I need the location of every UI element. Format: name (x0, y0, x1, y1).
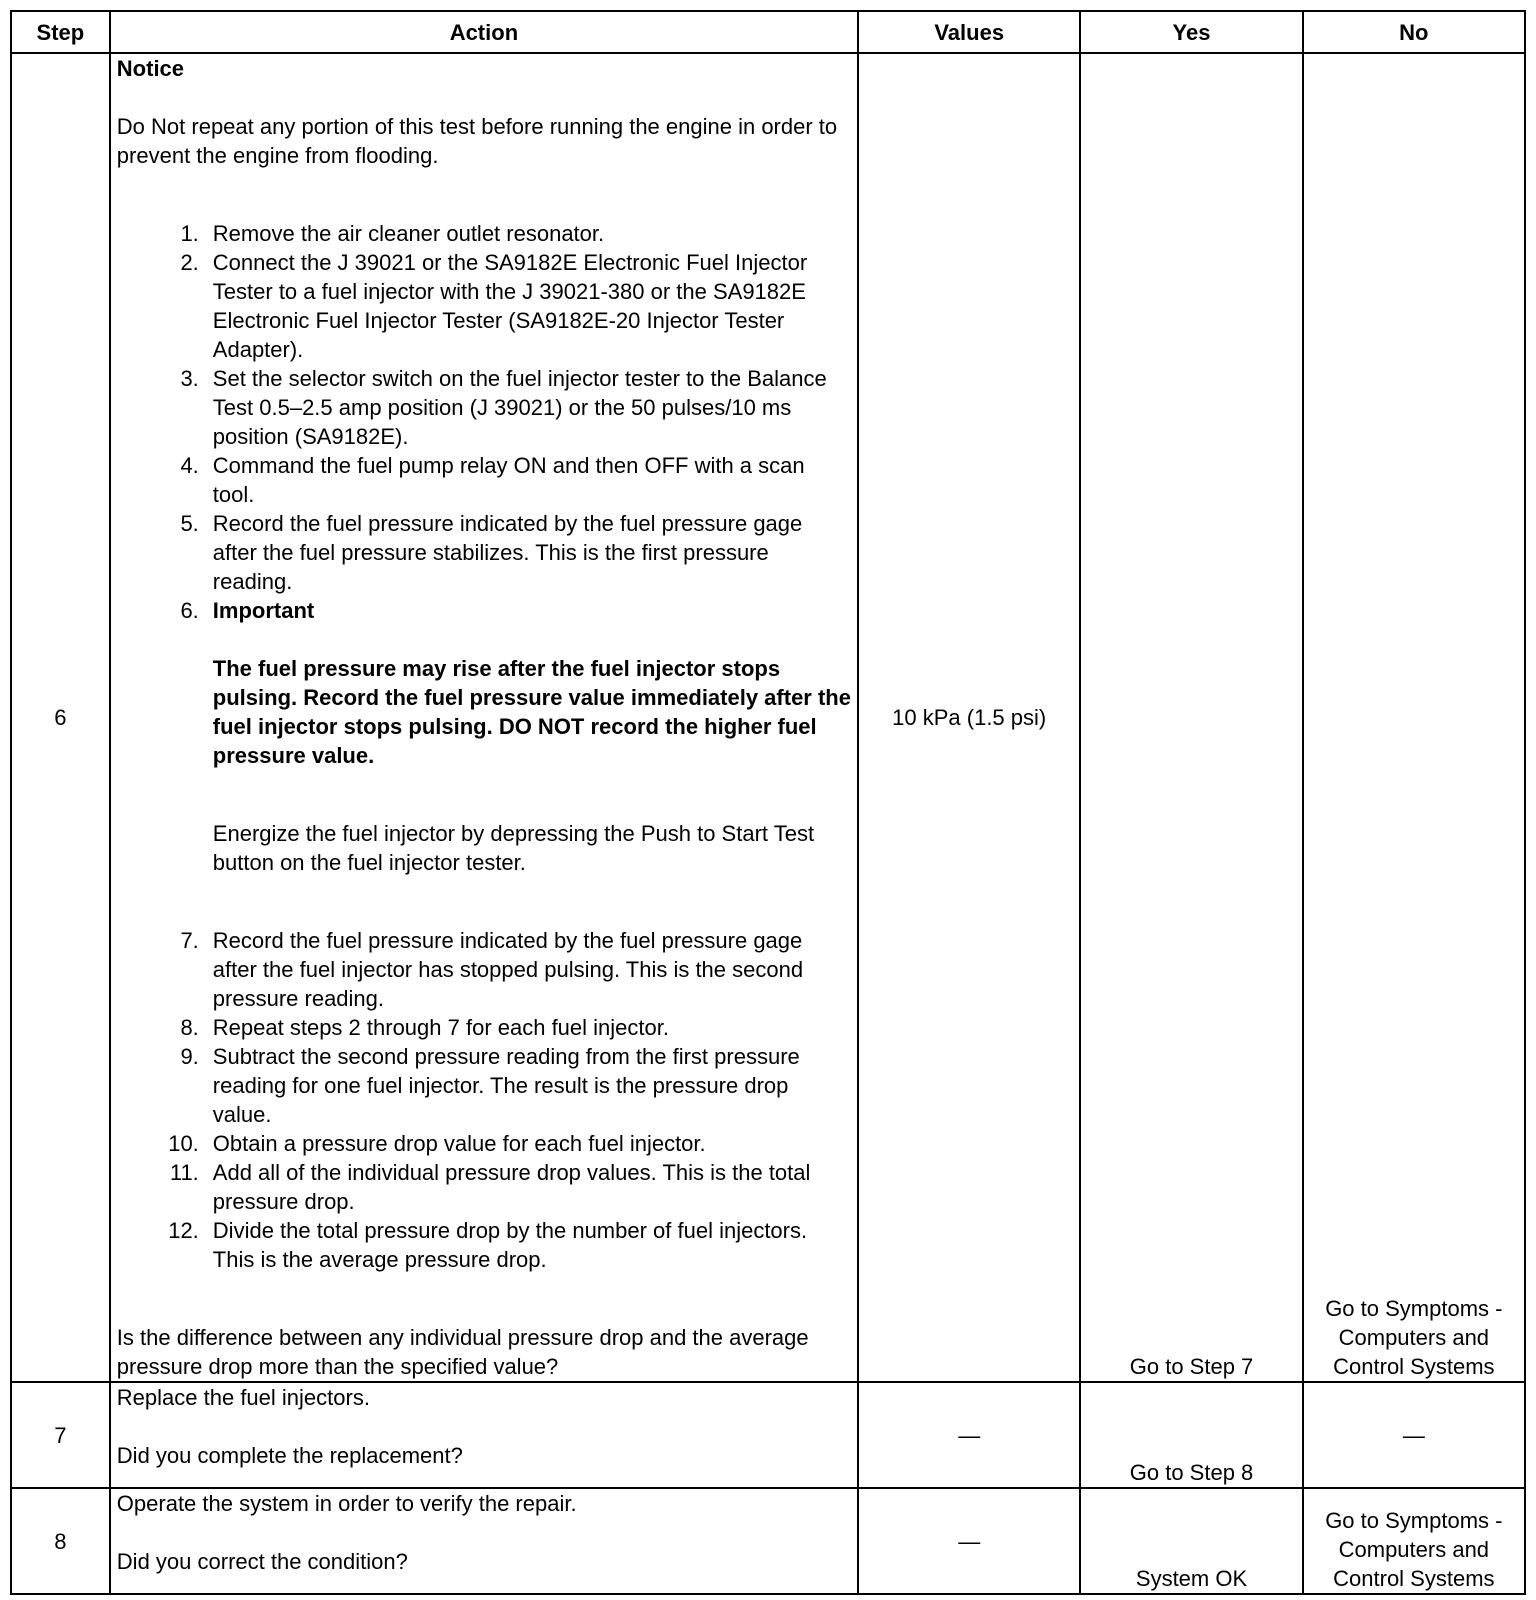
important-text: The fuel pressure may rise after the fuel injector stops pulsing. Record the fuel pressure value immediately after the fuel injector stops pulsing. DO NOT record the higher fuel pressure value. (212, 656, 851, 768)
header-no: No (1303, 11, 1525, 53)
no-cell: Go to Symptoms - Computers and Control Systems (1303, 53, 1525, 1382)
no-cell: — (1303, 1382, 1525, 1488)
list-item: 8. Repeat steps 2 through 7 for each fuel injector. (180, 1015, 669, 1040)
list-item: 6. Important The fuel pressure may rise after the fuel injector stops pulsing. Record the fuel pressure value immediately after the fuel injector stops pulsing. DO NOT record the higher fuel pressure value. Energize the fuel injector by depressing the Push to Start Test button on the fuel injector tester. (180, 598, 851, 875)
list-item: 11. Add all of the individual pressure drop values. This is the total pressure drop. (169, 1160, 811, 1214)
table-row-step-7 (11, 1382, 1525, 1488)
header-action: Action (110, 11, 858, 53)
list-item: 12. Divide the total pressure drop by the number of fuel injectors. This is the average pressure drop. (168, 1218, 808, 1272)
important-title: Important (212, 598, 315, 623)
list-item: 4. Command the fuel pump relay ON and then OFF with a scan tool. (180, 453, 805, 507)
values-cell: — (858, 1382, 1080, 1488)
notice-text: Do Not repeat any portion of this test before running the engine in order to prevent the engine from flooding. (116, 114, 838, 168)
header-step: Step (11, 11, 110, 53)
list-item: 10. Obtain a pressure drop value for each fuel injector. (168, 1131, 706, 1156)
diagnostic-table (10, 10, 1526, 1595)
question-text: Is the difference between any individual pressure drop and the average pressure drop more than the specified value? (116, 1325, 809, 1379)
header-values: Values (858, 11, 1080, 53)
list-item: 3. Set the selector switch on the fuel injector tester to the Balance Test 0.5–2.5 amp position (J 39021) or the 50 pulses/10 ms position (SA9182E). (180, 366, 827, 449)
important-action-text: Energize the fuel injector by depressing the Push to Start Test button on the fuel injector tester. (212, 821, 815, 875)
action-cell (110, 1382, 858, 1488)
header-yes: Yes (1080, 11, 1302, 53)
procedure-list (117, 219, 851, 1274)
action-cell (110, 1488, 858, 1594)
table-row-step-8 (11, 1488, 1525, 1594)
notice-title: Notice (116, 56, 185, 81)
table-row-step-6 (11, 53, 1525, 1382)
yes-cell: Go to Step 7 (1080, 53, 1302, 1382)
question-text: Did you complete the replacement? (116, 1443, 463, 1468)
action-text: Operate the system in order to verify the repair. (116, 1491, 577, 1516)
list-item: 9. Subtract the second pressure reading from the first pressure reading for one fuel injector. The result is the pressure drop value. (180, 1044, 800, 1127)
step-number: 6 (11, 53, 110, 1382)
yes-cell: System OK (1080, 1488, 1302, 1594)
action-cell (110, 53, 858, 1382)
list-item: 1. Remove the air cleaner outlet resonator. (180, 221, 605, 246)
yes-cell: Go to Step 8 (1080, 1382, 1302, 1488)
question-text: Did you correct the condition? (116, 1549, 408, 1574)
values-cell: 10 kPa (1.5 psi) (858, 53, 1080, 1382)
header-row (11, 11, 1525, 53)
step-number: 7 (11, 1382, 110, 1488)
list-item: 5. Record the fuel pressure indicated by the fuel pressure gage after the fuel pressure stabilizes. This is the first pressure reading. (180, 511, 803, 594)
action-text: Replace the fuel injectors. (116, 1385, 370, 1410)
step-number: 8 (11, 1488, 110, 1594)
no-cell: Go to Symptoms - Computers and Control Systems (1303, 1488, 1525, 1594)
list-item: 2. Connect the J 39021 or the SA9182E Electronic Fuel Injector Tester to a fuel injector with the J 39021-380 or the SA9182E Electronic Fuel Injector Tester (SA9182E-20 Injector Tester Adapter). (180, 250, 808, 362)
list-item: 7. Record the fuel pressure indicated by the fuel pressure gage after the fuel injector has stopped pulsing. This is the second pressure reading. (180, 928, 804, 1011)
values-cell: — (858, 1488, 1080, 1594)
